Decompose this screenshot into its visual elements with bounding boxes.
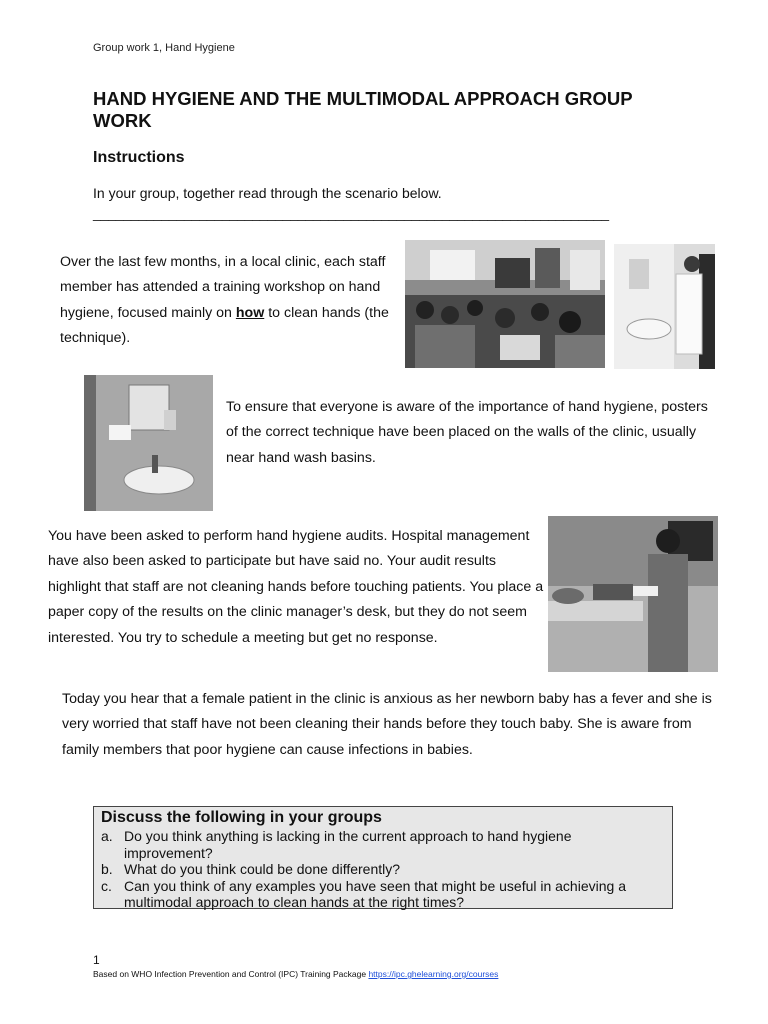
scenario-paragraph-training <box>60 250 400 352</box>
courses-link[interactable]: https://ipc.ghelearning.org/courses <box>368 969 499 979</box>
discussion-box <box>93 806 673 909</box>
page-header: Group work 1, Hand Hygiene <box>93 42 235 54</box>
footer-text: Based on WHO Infection Prevention and Control (IPC) Training Package <box>93 969 369 979</box>
discussion-title: Discuss the following in your groups <box>101 809 382 826</box>
p1-text-before: Over the last few months, in a local clinic, each staff member has attended a training workshop on hand hygiene, focused mainly on <box>60 254 386 321</box>
discussion-item <box>101 878 664 911</box>
item-text: What do you think could be done differently? <box>124 861 401 877</box>
handwashing-nurse-photo <box>614 244 715 369</box>
item-text: Can you think of any examples you have seen that might be useful in achieving a multimodal approach to clean hands at the right times? <box>124 877 626 910</box>
discussion-item <box>101 828 664 861</box>
training-workshop-photo <box>405 240 605 368</box>
footer-note <box>93 969 498 979</box>
discussion-list <box>101 828 664 911</box>
instructions-intro: In your group, together read through the scenario below. <box>93 185 442 201</box>
discussion-item <box>101 861 664 878</box>
wash-basin-photo <box>84 375 213 511</box>
scenario-paragraph-posters: To ensure that everyone is aware of the importance of hand hygiene, posters of the correct technique have been placed on the walls of the clinic, usually near hand wash basins. <box>226 399 708 466</box>
separator-line: ____________________________________________________________________ <box>93 205 609 221</box>
item-text: Do you think anything is lacking in the current approach to hand hygiene improvement? <box>124 828 572 861</box>
emphasis-how: how <box>235 304 265 321</box>
instructions-heading: Instructions <box>93 149 185 166</box>
scenario-paragraph-audits: You have been asked to perform hand hygiene audits. Hospital management have also been asked to participate but have said no. Your audit results highlight that staff are not cleaning hands before touching patients. You place a paper copy of the results on the clinic manager’s desk, but they do not seem interested. You try to schedule a meeting but get no response. <box>48 528 544 646</box>
item-marker: c. <box>101 877 112 894</box>
document-title: HAND HYGIENE AND THE MULTIMODAL APPROACH GROUP WORK <box>93 88 633 131</box>
scenario-paragraph-patient: Today you hear that a female patient in the clinic is anxious as her newborn baby has a fever and she is very worried that staff have not been cleaning their hands before they touch baby. She is aware from family members that poor hygiene can cause infections in babies. <box>62 691 712 758</box>
item-marker: b. <box>101 861 113 877</box>
p1-text-after: to clean hands (the technique). <box>60 304 389 347</box>
audit-photo <box>548 516 718 672</box>
page-number: 1 <box>93 953 100 967</box>
item-marker: a. <box>101 828 113 844</box>
